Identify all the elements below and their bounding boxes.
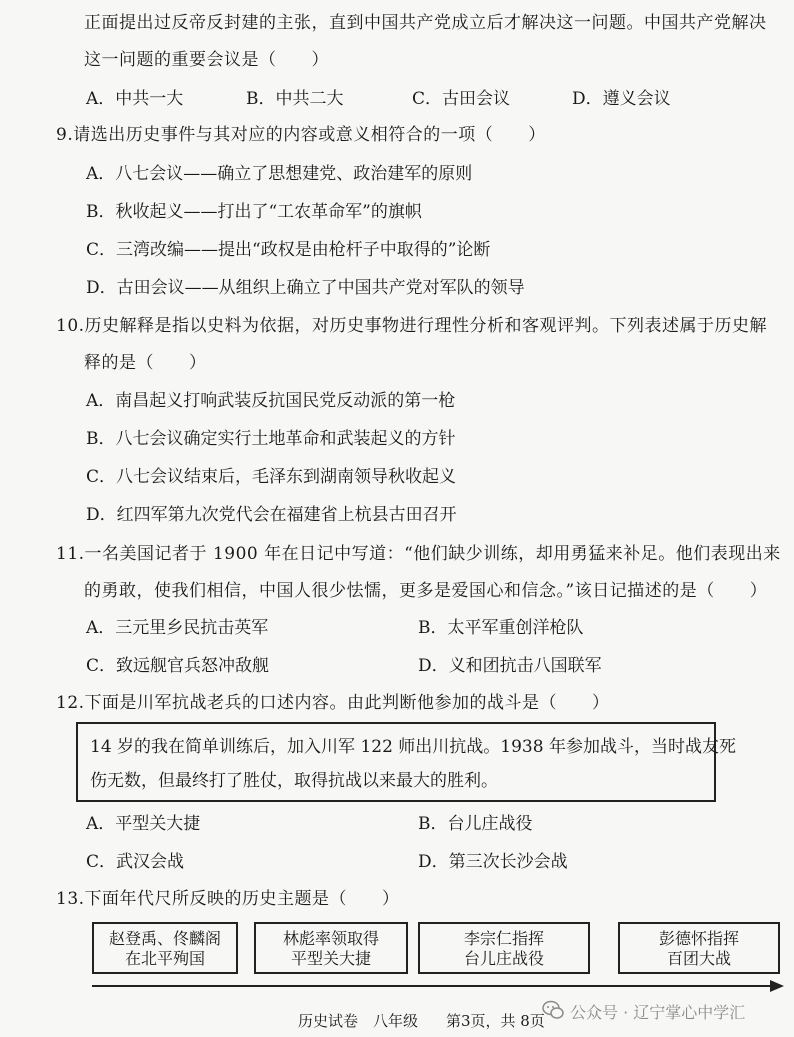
timeline-box-3-line2: 台儿庄战役 [463,949,544,968]
q12-quote-line1: 14 岁的我在简单训练后，加入川军 122 师出川抗战。1938 年参加战斗，当时战友死 [90,737,736,757]
footer-subject: 历史试卷 八年级 [298,1012,419,1030]
q10-option-a: A．南昌起义打响武装反抗国民党反动派的第一枪 [86,391,456,411]
q12-stem: 12.下面是川军抗战老兵的口述内容。由此判断他参加的战斗是（ ） [56,693,610,713]
q10-option-c: C．八七会议结束后，毛泽东到湖南领导秋收起义 [86,467,457,487]
timeline-box-3-line1: 李宗仁指挥 [463,929,544,948]
timeline-box-3 [418,922,590,974]
timeline-axis [92,985,772,987]
wechat-icon [542,1000,564,1020]
timeline-box-1 [92,922,238,974]
timeline-box-4 [618,922,780,974]
timeline-box-1-line2: 在北平殉国 [124,949,205,968]
q11-option-b: B．太平军重创洋枪队 [418,618,584,638]
q8-option-c: C．古田会议 [412,89,511,109]
q10-stem-line2: 释的是（ ） [84,353,207,373]
q8-option-d: D．遵义会议 [572,89,671,109]
footer-page-number: 第3页，共 8页 [446,1012,545,1030]
q8-option-b: B．中共二大 [246,89,344,109]
timeline-box-4-line2: 百团大战 [666,949,731,968]
q11-option-a: A．三元里乡民抗击英军 [86,618,269,638]
q9-stem: 9.请选出历史事件与其对应的内容或意义相符合的一项（ ） [56,125,546,145]
q9-option-b: B．秋收起义——打出了“工农革命军”的旗帜 [86,202,422,222]
q12-quote-box [76,722,736,802]
q11-stem-line2: 的勇敢，使我们相信，中国人很少怯懦，更多是爱国心和信念。”该日记描述的是（ ） [84,581,768,601]
q12-option-c: C．武汉会战 [86,852,185,872]
timeline-box-2 [254,922,408,974]
q9-option-d: D．古田会议——从组织上确立了中国共产党对军队的领导 [86,278,525,298]
q10-option-d: D．红四军第九次党代会在福建省上杭县古田召开 [86,505,457,525]
q8-stem-line1: 正面提出过反帝反封建的主张，直到中国共产党成立后才解决这一问题。中国共产党解决 [84,13,767,33]
q10-option-b: B．八七会议确定实行土地革命和武装起义的方针 [86,429,456,449]
timeline-box-4-line1: 彭德怀指挥 [658,929,739,948]
q9-option-c: C．三湾改编——提出“政权是由枪杆子中取得的”论断 [86,240,491,260]
q11-option-d: D．义和团抗击八国联军 [418,656,602,676]
q11-option-c: C．致远舰官兵怒冲敌舰 [86,656,270,676]
watermark-text: 公众号 · 辽宁掌心中学汇 [570,1003,746,1022]
timeline-box-1-line1: 赵登禹、佟麟阁 [108,929,221,948]
q12-option-b: B．台儿庄战役 [418,814,533,834]
timeline-box-2-line2: 平型关大捷 [290,949,371,968]
q11-stem-line1: 11.一名美国记者于 1900 年在日记中写道：“他们缺少训练，却用勇猛来补足。他们表现出来 [56,544,781,564]
q13-stem: 13.下面年代尺所反映的历史主题是（ ） [56,889,400,909]
q8-stem-line2: 这一问题的重要会议是（ ） [84,50,329,70]
q10-stem-line1: 10.历史解释是指以史料为依据，对历史事物进行理性分析和客观评判。下列表述属于历史解 [56,316,768,336]
q12-quote-line2: 伤无数，但最终打了胜仗，取得抗战以来最大的胜利。 [90,771,498,791]
q12-option-a: A．平型关大捷 [86,814,201,834]
timeline-arrow-icon [770,980,784,992]
timeline-box-2-line1: 林彪率领取得 [282,929,379,948]
q12-option-d: D．第三次长沙会战 [418,852,568,872]
q8-option-a: A．中共一大 [86,89,184,109]
q9-option-a: A．八七会议——确立了思想建党、政治建军的原则 [86,164,473,184]
